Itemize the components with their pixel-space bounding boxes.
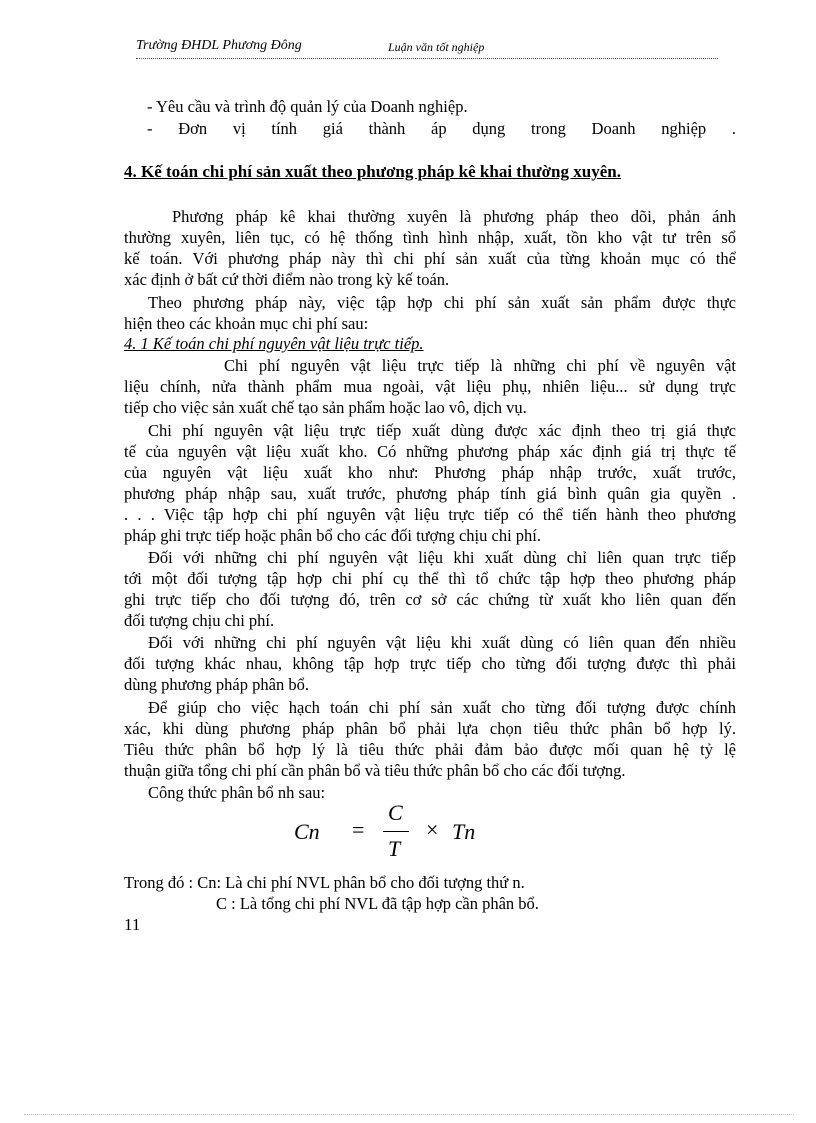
formula-rhs: Tn — [452, 819, 476, 844]
paragraph-line: của nguyên vật liệu xuất kho như: Phương pháp nhập trước, xuất trước, — [124, 463, 736, 482]
paragraph-line: tiếp cho việc sản xuất chế tạo sản phẩm hoặc lao vô, dịch vụ. — [124, 398, 527, 417]
paragraph-line: xác định ở bất cứ thời điểm nào trong kỳ kế toán. — [124, 270, 450, 289]
paragraph-line: ghi trực tiếp cho đối tượng đó, trên cơ sở các chứng từ xuất kho liên quan đến — [124, 590, 736, 609]
definition-line: C : Là tổng chi phí NVL đã tập hợp cần phân bổ. — [216, 894, 539, 913]
formula-label: Công thức phân bổ nh sau: — [148, 783, 326, 802]
paragraph-line: . . . Việc tập hợp chi phí nguyên vật liệu trực tiếp có thể tiến hành theo phương — [124, 505, 736, 524]
page-number: 11 — [124, 915, 141, 934]
paragraph-line: Theo phương pháp này, việc tập hợp chi phí sản xuất sản phẩm được thực — [148, 293, 736, 312]
subsection-heading: 4. 1 Kế toán chi phí nguyên vật liệu trực tiếp. — [124, 334, 424, 353]
paragraph-line: hiện theo các khoản mục chi phí sau: — [124, 314, 369, 333]
formula-times: × — [426, 817, 439, 842]
formula-denominator: T — [388, 836, 401, 861]
paragraph-line: đối tượng khác nhau, không tập hợp trực tiếp cho từng đối tượng được thì phải — [124, 654, 736, 673]
section-heading: 4. Kế toán chi phí sản xuất theo phương pháp kê khai thường xuyên. — [124, 162, 621, 181]
page-bottom-rule — [24, 1114, 794, 1115]
paragraph-line: Chi phí nguyên vật liệu trực tiếp là những chi phí về nguyên vật — [224, 356, 736, 375]
header-thesis: Luận văn tốt nghiệp — [388, 40, 485, 54]
intro-item: - Yêu cầu và trình độ quản lý của Doanh nghiệp. — [147, 97, 468, 116]
page-header — [136, 38, 718, 59]
paragraph-line: Đối với những chi phí nguyên vật liệu khi xuất dùng có liên quan đến nhiều — [148, 633, 736, 652]
paragraph-line: Để giúp cho việc hạch toán chi phí sản xuất cho từng đối tượng được chính — [148, 698, 736, 717]
formula-numerator: C — [388, 800, 403, 825]
paragraph-line: Phương pháp kê khai thường xuyên là phương pháp theo dõi, phản ánh — [172, 207, 736, 226]
formula-equals: = — [352, 817, 365, 842]
paragraph-line: liệu chính, nửa thành phẩm mua ngoài, vật liệu phụ, nhiên liệu... sử dụng trực — [124, 377, 736, 396]
paragraph-line: tế của nguyên vật liệu xuất kho. Có những phương pháp xác định giá trị thực tế — [124, 442, 736, 461]
intro-item: - Đơn vị tính giá thành áp dụng trong Doanh nghiệp . — [147, 119, 736, 138]
paragraph-line: dùng phương pháp phân bổ. — [124, 675, 309, 694]
formula-lhs: Cn — [294, 819, 320, 844]
paragraph-line: tới một đối tượng tập hợp chi phí cụ thể thì tổ chức tập hợp theo phương pháp — [124, 569, 736, 588]
paragraph-line: đối tượng chịu chi phí. — [124, 611, 275, 630]
paragraph-line: phương pháp nhập sau, xuất trước, phương pháp tính giá bình quân gia quyền . — [124, 484, 736, 503]
paragraph-line: thường xuyên, liên tục, có hệ thống tình hình nhập, xuất, tồn kho vật tư trên sổ — [124, 228, 736, 247]
paragraph-line: thuận giữa tổng chi phí cần phân bổ và tiêu thức phân bổ cho các đối tượng. — [124, 761, 626, 780]
paragraph-line: Tiêu thức phân bổ hợp lý là tiêu thức phải đảm bảo được mối quan hệ tỷ lệ — [124, 740, 736, 759]
allocation-formula — [290, 798, 510, 866]
fraction-bar — [383, 831, 409, 832]
paragraph-line: pháp ghi trực tiếp hoặc phân bổ cho các đối tượng chịu chi phí. — [124, 526, 541, 545]
paragraph-line: kế toán. Với phương pháp này thì chi phí sản xuất của từng khoản mục có thể — [124, 249, 736, 268]
paragraph-line: Đối với những chi phí nguyên vật liệu khi xuất dùng chỉ liên quan trực tiếp — [148, 548, 736, 567]
paragraph-line: Chi phí nguyên vật liệu trực tiếp xuất dùng được xác định theo trị giá thực — [148, 421, 736, 440]
header-school: Trường ĐHDL Phương Đông — [136, 38, 302, 53]
definition-line: Trong đó : Cn: Là chi phí NVL phân bổ cho đối tượng thứ n. — [124, 873, 525, 892]
paragraph-line: xác, khi dùng phương pháp phân bổ phải lựa chọn tiêu thức phân bổ hợp lý. — [124, 719, 736, 738]
